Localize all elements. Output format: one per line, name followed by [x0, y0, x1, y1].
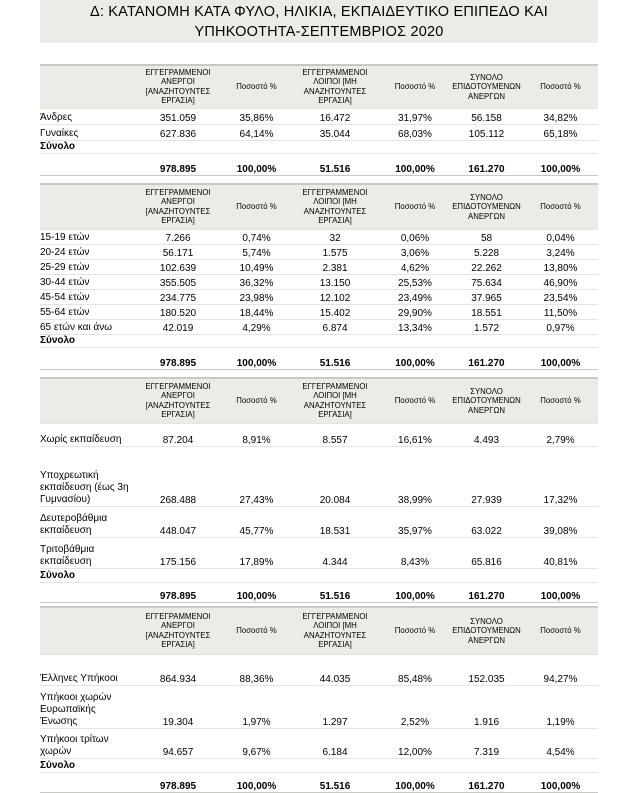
- data-cell: 35,86%: [239, 112, 274, 124]
- total-label-row: [40, 140, 598, 153]
- education-header-row: [40, 378, 598, 423]
- data-cell: 2,52%: [400, 716, 430, 728]
- table-row: [40, 259, 598, 274]
- data-cell: 56.171: [162, 247, 194, 259]
- table-row: [40, 654, 598, 685]
- row-label: Έλληνες Υπήκοοι: [40, 672, 118, 684]
- data-cell: 7.266: [165, 232, 191, 244]
- data-cell: 234.775: [159, 292, 197, 304]
- page-title-line-1: Δ: ΚΑΤΑΝΟΜΗ ΚΑΤΑ ΦΥΛΟ, ΗΛΙΚΙΑ, ΕΚΠΑΙΔΕΥΤΙΚΟ ΕΠΙΠΕΔΟ ΚΑΙ: [89, 4, 549, 20]
- totals-row: [40, 582, 598, 602]
- data-cell: 29,90%: [398, 307, 432, 319]
- data-cell: 65,18%: [543, 128, 578, 140]
- data-cell: 36,32%: [239, 277, 274, 289]
- gender-header-cell: ΕΓΓΕΓΡΑΜΜΕΝΟΙ ΑΝΕΡΓΟΙ [ΑΝΑΖΗΤΟΥΝΤΕΣ ΕΡΓΑΣΙΑ]: [133, 65, 223, 108]
- data-cell: 355.505: [159, 277, 197, 289]
- gender-header-cell: ΕΓΓΕΓΡΑΜΜΕΝΟΙ ΛΟΙΠΟΙ [ΜΗ ΑΝΑΖΗΤΟΥΝΤΕΣ ΕΡΓΑΣΙΑ]: [290, 65, 380, 108]
- data-cell: 39,08%: [543, 525, 578, 537]
- data-cell: 40,81%: [543, 556, 578, 568]
- data-cell: 4,29%: [242, 322, 271, 334]
- table-row: [40, 289, 598, 304]
- empty-cell: [133, 758, 223, 772]
- data-cell: 0,06%: [400, 232, 430, 244]
- data-cell: 17,32%: [543, 494, 578, 506]
- row-label: 25-29 ετών: [40, 261, 90, 273]
- data-cell: 16.472: [319, 112, 351, 124]
- age-header-cell: Ποσοστό %: [223, 184, 290, 229]
- total-cell: 978.895: [133, 772, 223, 792]
- data-cell: 4,62%: [400, 262, 430, 274]
- total-cell: 161.270: [450, 347, 523, 369]
- empty-cell: [40, 582, 133, 602]
- row-label: Γυναίκες: [40, 127, 79, 139]
- education-table: [40, 377, 598, 603]
- citizenship-header-cell: [40, 607, 133, 654]
- data-cell: 17,89%: [239, 556, 274, 568]
- data-cell: 32: [329, 232, 341, 244]
- total-cell: 978.895: [133, 153, 223, 175]
- citizenship-table: [40, 606, 598, 793]
- data-cell: 13.150: [319, 277, 351, 289]
- data-cell: 12.102: [319, 292, 351, 304]
- age-header-cell: ΕΓΓΕΓΡΑΜΜΕΝΟΙ ΛΟΙΠΟΙ [ΜΗ ΑΝΑΖΗΤΟΥΝΤΕΣ ΕΡΓΑΣΙΑ]: [290, 184, 380, 229]
- citizenship-header-cell: ΣΥΝΟΛΟ ΕΠΙΔΟΤΟΥΜΕΝΩΝ ΑΝΕΡΓΩΝ: [450, 607, 523, 654]
- data-cell: 22.262: [471, 262, 502, 274]
- data-cell: 63.022: [471, 525, 502, 537]
- total-cell: 100,00%: [523, 582, 598, 602]
- total-cell: 100,00%: [380, 582, 450, 602]
- total-cell: 51.516: [290, 772, 380, 792]
- data-cell: 864.934: [159, 673, 197, 685]
- row-label: 65 ετών και άνω: [40, 321, 113, 333]
- data-cell: 45,77%: [239, 525, 274, 537]
- empty-cell: [450, 568, 523, 582]
- data-cell: 5,74%: [242, 247, 271, 259]
- empty-cell: [523, 334, 598, 347]
- data-cell: 58: [480, 232, 493, 244]
- data-cell: 0,74%: [242, 232, 271, 244]
- age-header-cell: ΕΓΓΕΓΡΑΜΜΕΝΟΙ ΑΝΕΡΓΟΙ [ΑΝΑΖΗΤΟΥΝΤΕΣ ΕΡΓΑΣΙΑ]: [133, 184, 223, 229]
- data-cell: 152.035: [468, 673, 505, 685]
- age-header-cell: ΣΥΝΟΛΟ ΕΠΙΔΟΤΟΥΜΕΝΩΝ ΑΝΕΡΓΩΝ: [450, 184, 523, 229]
- total-cell: 100,00%: [523, 153, 598, 175]
- empty-cell: [290, 334, 380, 347]
- empty-cell: [223, 758, 290, 772]
- total-cell: 100,00%: [380, 153, 450, 175]
- row-label: Άνδρες: [40, 111, 73, 123]
- total-label-row: [40, 334, 598, 347]
- data-cell: 25,53%: [398, 277, 432, 289]
- data-cell: 16,61%: [398, 434, 432, 446]
- empty-cell: [523, 568, 598, 582]
- data-cell: 88,36%: [239, 673, 274, 685]
- age-header-cell: Ποσοστό %: [380, 184, 450, 229]
- table-row: [40, 319, 598, 334]
- data-cell: 56.158: [471, 112, 502, 124]
- empty-cell: [380, 568, 450, 582]
- data-cell: 23,49%: [398, 292, 432, 304]
- data-cell: 15.402: [319, 307, 351, 319]
- table-row: [40, 304, 598, 319]
- data-cell: 18,44%: [239, 307, 274, 319]
- data-cell: 4.344: [322, 556, 348, 568]
- data-cell: 46,90%: [543, 277, 578, 289]
- data-cell: 23,54%: [543, 292, 578, 304]
- row-label: Τριτοβάθμια εκπαίδευση: [40, 543, 95, 567]
- data-cell: 351.059: [159, 112, 197, 124]
- table-row: [40, 537, 598, 568]
- empty-cell: [450, 758, 523, 772]
- data-cell: 64,14%: [239, 128, 274, 140]
- data-cell: 11,50%: [543, 307, 578, 319]
- table-row: [40, 446, 598, 506]
- empty-cell: [450, 140, 523, 153]
- total-cell: 51.516: [290, 347, 380, 369]
- totals-row: [40, 347, 598, 369]
- total-cell: 161.270: [450, 153, 523, 175]
- data-cell: 8,91%: [242, 434, 271, 446]
- total-label: Σύνολο: [40, 140, 76, 152]
- total-cell: 100,00%: [380, 347, 450, 369]
- data-cell: 13,80%: [543, 262, 578, 274]
- data-cell: 2.381: [322, 262, 348, 274]
- row-label: Υποχρεωτική εκπαίδευση (έως 3η Γυμνασίου): [40, 469, 129, 505]
- total-cell: 978.895: [133, 347, 223, 369]
- empty-cell: [223, 140, 290, 153]
- gender-header-row: [40, 65, 598, 108]
- age-header-cell: [40, 184, 133, 229]
- education-header-cell: ΕΓΓΕΓΡΑΜΜΕΝΟΙ ΛΟΙΠΟΙ [ΜΗ ΑΝΑΖΗΤΟΥΝΤΕΣ ΕΡΓΑΣΙΑ]: [290, 378, 380, 423]
- data-cell: 1.297: [322, 716, 348, 728]
- gender-header-cell: Ποσοστό %: [380, 65, 450, 108]
- empty-cell: [380, 140, 450, 153]
- citizenship-header-cell: ΕΓΓΕΓΡΑΜΜΕΝΟΙ ΑΝΕΡΓΟΙ [ΑΝΑΖΗΤΟΥΝΤΕΣ ΕΡΓΑΣΙΑ]: [133, 607, 223, 654]
- total-label-row: [40, 568, 598, 582]
- table-row: [40, 229, 598, 244]
- data-cell: 44.035: [319, 673, 351, 685]
- page-title-line-2: ΥΠΗΚΟΟΤΗΤΑ-ΣΕΠΤΕΜΒΡΙΟΣ 2020: [194, 24, 444, 40]
- table-row: [40, 506, 598, 537]
- row-label: 55-64 ετών: [40, 306, 90, 318]
- data-cell: 65.816: [471, 556, 502, 568]
- data-cell: 42.019: [162, 322, 194, 334]
- data-cell: 75.634: [471, 277, 502, 289]
- empty-cell: [523, 758, 598, 772]
- data-cell: 18.551: [471, 307, 502, 319]
- row-label: Υπήκοοι χωρών Ευρωπαϊκής Ένωσης: [40, 691, 112, 727]
- data-cell: 1,97%: [242, 716, 271, 728]
- empty-cell: [40, 347, 133, 369]
- data-cell: 35.044: [319, 128, 351, 140]
- row-label: Χωρίς εκπαίδευση: [40, 433, 122, 445]
- data-cell: 180.520: [159, 307, 197, 319]
- data-cell: 3,24%: [546, 247, 575, 259]
- empty-cell: [290, 568, 380, 582]
- gender-header-cell: [40, 65, 133, 108]
- gender-table: [40, 64, 598, 176]
- data-cell: 87.204: [162, 434, 194, 446]
- education-header-cell: [40, 378, 133, 423]
- data-cell: 6.184: [322, 746, 348, 758]
- data-cell: 8.557: [322, 434, 348, 446]
- data-cell: 8,43%: [400, 556, 430, 568]
- data-cell: 35,97%: [398, 525, 432, 537]
- education-header-cell: ΣΥΝΟΛΟ ΕΠΙΔΟΤΟΥΜΕΝΩΝ ΑΝΕΡΓΩΝ: [450, 378, 523, 423]
- age-header-cell: Ποσοστό %: [523, 184, 598, 229]
- data-cell: 20.084: [319, 494, 351, 506]
- citizenship-header-cell: Ποσοστό %: [223, 607, 290, 654]
- total-cell: 978.895: [133, 582, 223, 602]
- data-cell: 0,04%: [546, 232, 575, 244]
- total-cell: 100,00%: [380, 772, 450, 792]
- total-cell: 100,00%: [223, 153, 290, 175]
- total-label: Σύνολο: [40, 759, 76, 771]
- age-table: [40, 183, 598, 370]
- total-cell: 161.270: [450, 582, 523, 602]
- data-cell: 13,34%: [398, 322, 432, 334]
- data-cell: 2,79%: [546, 434, 575, 446]
- total-cell: 100,00%: [523, 347, 598, 369]
- total-cell: 100,00%: [223, 347, 290, 369]
- data-cell: 85,48%: [398, 673, 432, 685]
- empty-cell: [223, 568, 290, 582]
- data-cell: 0,97%: [546, 322, 575, 334]
- gender-header-cell: Ποσοστό %: [523, 65, 598, 108]
- table-row: [40, 423, 598, 446]
- data-cell: 627.836: [159, 128, 197, 140]
- data-cell: 37.965: [471, 292, 502, 304]
- education-header-cell: Ποσοστό %: [380, 378, 450, 423]
- table-row: [40, 685, 598, 728]
- totals-row: [40, 772, 598, 792]
- citizenship-header-cell: Ποσοστό %: [380, 607, 450, 654]
- empty-cell: [523, 140, 598, 153]
- empty-cell: [290, 758, 380, 772]
- data-cell: 102.639: [159, 262, 197, 274]
- table-row: [40, 728, 598, 758]
- empty-cell: [290, 140, 380, 153]
- total-cell: 100,00%: [223, 582, 290, 602]
- total-label-row: [40, 758, 598, 772]
- empty-cell: [223, 334, 290, 347]
- data-cell: 34,82%: [543, 112, 578, 124]
- table-row: [40, 108, 598, 124]
- data-cell: 12,00%: [398, 746, 432, 758]
- page-title: [40, 0, 598, 43]
- empty-cell: [380, 334, 450, 347]
- table-row: [40, 274, 598, 289]
- totals-row: [40, 153, 598, 175]
- citizenship-header-cell: Ποσοστό %: [523, 607, 598, 654]
- gender-header-cell: Ποσοστό %: [223, 65, 290, 108]
- data-cell: 94,27%: [543, 673, 578, 685]
- empty-cell: [133, 568, 223, 582]
- education-header-cell: ΕΓΓΕΓΡΑΜΜΕΝΟΙ ΑΝΕΡΓΟΙ [ΑΝΑΖΗΤΟΥΝΤΕΣ ΕΡΓΑΣΙΑ]: [133, 378, 223, 423]
- row-label: 45-54 ετών: [40, 291, 90, 303]
- data-cell: 18.531: [319, 525, 351, 537]
- empty-cell: [40, 153, 133, 175]
- table-row: [40, 124, 598, 140]
- data-cell: 9,67%: [242, 746, 271, 758]
- total-label: Σύνολο: [40, 334, 76, 346]
- row-label: Δευτεροβάθμια εκπαίδευση: [40, 512, 108, 536]
- gender-header-cell: ΣΥΝΟΛΟ ΕΠΙΔΟΤΟΥΜΕΝΩΝ ΑΝΕΡΓΩΝ: [450, 65, 523, 108]
- total-label: Σύνολο: [40, 569, 76, 581]
- row-label: 15-19 ετών: [40, 231, 90, 243]
- empty-cell: [380, 758, 450, 772]
- data-cell: 10,49%: [239, 262, 274, 274]
- empty-cell: [450, 334, 523, 347]
- education-header-cell: Ποσοστό %: [523, 378, 598, 423]
- data-cell: 4.493: [473, 434, 500, 446]
- data-cell: 1.916: [473, 716, 500, 728]
- data-cell: 6.874: [322, 322, 348, 334]
- data-cell: 7.319: [473, 746, 500, 758]
- data-cell: 448.047: [159, 525, 197, 537]
- data-cell: 1,19%: [546, 716, 575, 728]
- data-cell: 175.156: [159, 556, 197, 568]
- data-cell: 38,99%: [398, 494, 432, 506]
- citizenship-header-row: [40, 607, 598, 654]
- data-cell: 3,06%: [400, 247, 430, 259]
- data-cell: 94.657: [162, 746, 194, 758]
- data-cell: 27,43%: [239, 494, 274, 506]
- citizenship-header-cell: ΕΓΓΕΓΡΑΜΜΕΝΟΙ ΛΟΙΠΟΙ [ΜΗ ΑΝΑΖΗΤΟΥΝΤΕΣ ΕΡΓΑΣΙΑ]: [290, 607, 380, 654]
- row-label: 20-24 ετών: [40, 246, 90, 258]
- data-cell: 4,54%: [546, 746, 575, 758]
- row-label: Υπήκοοι τρίτων χωρών: [40, 733, 109, 757]
- total-cell: 100,00%: [223, 772, 290, 792]
- total-cell: 161.270: [450, 772, 523, 792]
- total-cell: 100,00%: [523, 772, 598, 792]
- data-cell: 1.575: [322, 247, 348, 259]
- data-cell: 105.112: [468, 128, 505, 140]
- data-cell: 19.304: [162, 716, 194, 728]
- data-cell: 27.939: [471, 494, 502, 506]
- data-cell: 268.488: [159, 494, 197, 506]
- row-label: 30-44 ετών: [40, 276, 90, 288]
- data-cell: 68,03%: [398, 128, 432, 140]
- data-cell: 31,97%: [398, 112, 432, 124]
- data-cell: 23,98%: [239, 292, 274, 304]
- total-cell: 51.516: [290, 153, 380, 175]
- empty-cell: [133, 140, 223, 153]
- age-header-row: [40, 184, 598, 229]
- empty-cell: [133, 334, 223, 347]
- data-cell: 1.572: [473, 322, 500, 334]
- table-row: [40, 244, 598, 259]
- total-cell: 51.516: [290, 582, 380, 602]
- education-header-cell: Ποσοστό %: [223, 378, 290, 423]
- data-cell: 5.228: [473, 247, 500, 259]
- empty-cell: [40, 772, 133, 792]
